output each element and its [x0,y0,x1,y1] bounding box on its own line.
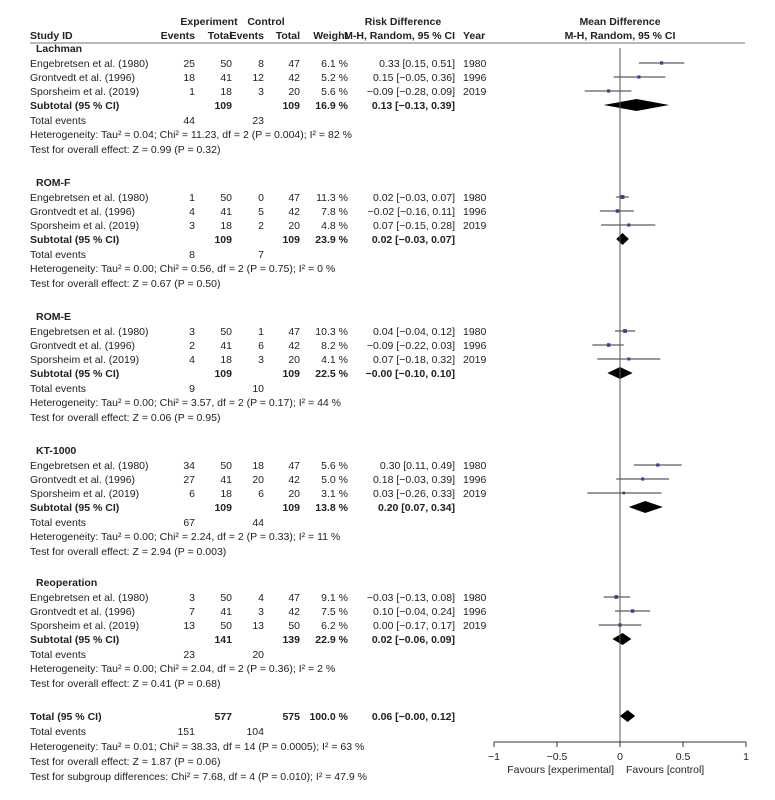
exp-total: 41 [220,206,232,218]
total-events-label: Total events [30,726,87,738]
header-md-method: M-H, Random, 95 % CI [564,30,676,42]
overall-diamond [620,710,635,722]
total-ctrl-total: 575 [282,711,300,723]
ctrl-events: 3 [258,354,264,366]
favours-control-label: Favours [control] [626,764,705,776]
ctrl-events: 0 [258,192,264,204]
total-events-ctrl: 104 [246,726,264,738]
exp-total: 41 [220,474,232,486]
study-ci: 0.15 [−0.05, 0.36] [372,72,455,84]
study-ci: 0.33 [0.15, 0.51] [379,58,455,70]
subtotal-weight: 16.9 % [315,100,348,112]
study-year: 1980 [463,58,487,70]
total-events-exp: 23 [183,649,195,661]
exp-events: 4 [189,206,195,218]
study-marker [627,223,630,226]
subtotal-label: Subtotal (95 % CI) [30,100,120,112]
exp-total: 50 [220,460,232,472]
ctrl-total: 50 [288,620,300,632]
header-study-id: Study ID [30,30,73,42]
study-name: Sporsheim et al. (2019) [30,86,140,98]
exp-events: 1 [189,192,195,204]
x-tick-label: 0.5 [675,751,691,763]
ctrl-events: 1 [258,326,264,338]
study-weight: 5.6 % [321,86,348,98]
header-rd-method: M-H, Random, 95 % CI [344,30,455,42]
study-weight: 3.1 % [321,488,348,500]
study-ci: −0.09 [−0.28, 0.09] [366,86,455,98]
subtotal-diamond [629,501,663,513]
overall-effect-text: Test for overall effect: Z = 0.67 (P = 0.50) [30,278,221,290]
ctrl-events: 3 [258,606,264,618]
ctrl-total: 42 [288,72,300,84]
ctrl-total: 20 [288,354,300,366]
study-name: Grontvedt et al. (1996) [30,340,136,352]
ctrl-events: 8 [258,58,264,70]
total-events-exp: 8 [189,249,195,261]
study-ci: 0.04 [−0.04, 0.12] [372,326,455,338]
header-mean-difference: Mean Difference [579,16,661,28]
ctrl-total: 42 [288,474,300,486]
exp-events: 27 [183,474,195,486]
study-name: Engebretsen et al. (1980) [30,58,149,70]
exp-total: 41 [220,606,232,618]
study-marker [631,609,634,612]
header-ctrl-total: Total [275,30,300,42]
study-name: Grontvedt et al. (1996) [30,606,136,618]
exp-events: 34 [183,460,195,472]
subtotal-ci: −0.00 [−0.10, 0.10] [365,368,455,380]
study-ci: 0.03 [−0.26, 0.33] [372,488,455,500]
study-ci: 0.07 [−0.15, 0.28] [372,220,455,232]
heterogeneity-text: Heterogeneity: Tau² = 0.00; Chi² = 2.24, df = 2 (P = 0.33); I² = 11 % [30,531,341,543]
study-marker [637,75,640,78]
study-name: Grontvedt et al. (1996) [30,206,136,218]
study-marker [641,477,644,480]
ctrl-total: 42 [288,206,300,218]
study-ci: 0.18 [−0.03, 0.39] [372,474,455,486]
total-exp-total: 577 [214,711,232,723]
favours-experimental-label: Favours [experimental] [507,764,614,776]
group-title: ROM-E [36,311,71,323]
subtotal-weight: 23.9 % [315,234,348,246]
total-events-label: Total events [30,115,87,127]
study-ci: 0.00 [−0.17, 0.17] [372,620,455,632]
heterogeneity-text: Heterogeneity: Tau² = 0.04; Chi² = 11.23, df = 2 (P = 0.004); I² = 82 % [30,129,352,141]
exp-total: 41 [220,72,232,84]
ctrl-events: 13 [252,620,264,632]
study-weight: 10.3 % [315,326,348,338]
ctrl-events: 2 [258,220,264,232]
study-name: Sporsheim et al. (2019) [30,488,140,500]
study-year: 2019 [463,220,487,232]
ctrl-total: 20 [288,220,300,232]
exp-events: 1 [189,86,195,98]
subtotal-exp-total: 109 [214,234,232,246]
study-marker [660,61,663,64]
overall-effect-text: Test for overall effect: Z = 0.06 (P = 0.95) [30,412,221,424]
ctrl-total: 47 [288,460,300,472]
study-year: 2019 [463,620,487,632]
overall-effect-text: Test for overall effect: Z = 0.99 (P = 0.32) [30,144,221,156]
study-ci: 0.30 [0.11, 0.49] [379,460,455,472]
study-year: 2019 [463,86,487,98]
header-risk-difference: Risk Difference [364,16,442,28]
subtotal-weight: 13.8 % [315,502,348,514]
ctrl-total: 42 [288,606,300,618]
study-marker [622,492,625,495]
ctrl-events: 18 [252,460,264,472]
total-events-ctrl: 44 [252,517,264,529]
total-events-ctrl: 10 [252,383,264,395]
total-events-ctrl: 23 [252,115,264,127]
study-weight: 6.2 % [321,620,348,632]
x-tick-label: −0.5 [546,751,568,763]
ctrl-total: 20 [288,488,300,500]
study-marker [621,195,625,199]
total-events-ctrl: 20 [252,649,264,661]
subtotal-ctrl-total: 139 [282,634,300,646]
study-weight: 9.1 % [321,592,348,604]
exp-total: 18 [220,220,232,232]
total-events-label: Total events [30,249,87,261]
study-marker [623,329,627,333]
x-tick-label: 0 [617,751,623,763]
study-weight: 7.8 % [321,206,348,218]
subtotal-diamond [612,633,631,645]
study-name: Sporsheim et al. (2019) [30,220,140,232]
ctrl-total: 47 [288,592,300,604]
subtotal-label: Subtotal (95 % CI) [30,234,120,246]
exp-events: 13 [183,620,195,632]
subtotal-weight: 22.9 % [315,634,348,646]
ctrl-total: 47 [288,326,300,338]
study-ci: 0.02 [−0.03, 0.07] [372,192,455,204]
study-weight: 11.3 % [316,192,348,204]
ctrl-events: 20 [252,474,264,486]
study-year: 1980 [463,326,487,338]
total-overall-effect: Test for overall effect: Z = 1.87 (P = 0.06) [30,756,221,768]
exp-total: 50 [220,58,232,70]
x-tick-label: 1 [743,751,749,763]
total-ci: 0.06 [−0.00, 0.12] [371,711,455,723]
study-marker [607,89,610,92]
exp-total: 18 [220,488,232,500]
total-events-ctrl: 7 [258,249,264,261]
study-ci: 0.07 [−0.18, 0.32] [372,354,455,366]
overall-effect-text: Test for overall effect: Z = 2.94 (P = 0.003) [30,546,227,558]
total-events-exp: 9 [189,383,195,395]
subtotal-diamond [604,99,670,111]
study-ci: 0.10 [−0.04, 0.24] [372,606,455,618]
ctrl-events: 4 [258,592,264,604]
subtotal-ci: 0.02 [−0.06, 0.09] [371,634,455,646]
exp-events: 7 [189,606,195,618]
ctrl-total: 47 [288,192,300,204]
exp-total: 18 [220,86,232,98]
subtotal-exp-total: 109 [214,100,232,112]
ctrl-events: 6 [258,488,264,500]
subtotal-weight: 22.5 % [315,368,348,380]
study-weight: 5.2 % [321,72,348,84]
header-control: Control [247,16,285,28]
header-exp-events: Events [160,30,195,42]
study-year: 1996 [463,606,487,618]
study-year: 2019 [463,354,487,366]
subtotal-ci: 0.20 [0.07, 0.34] [377,502,455,514]
study-year: 1996 [463,340,487,352]
study-ci: −0.02 [−0.16, 0.11] [367,206,455,218]
header-exp-total: Total [207,30,232,42]
exp-total: 50 [220,326,232,338]
study-name: Sporsheim et al. (2019) [30,620,140,632]
subtotal-label: Subtotal (95 % CI) [30,634,120,646]
ctrl-events: 3 [258,86,264,98]
exp-events: 25 [183,58,195,70]
study-name: Engebretsen et al. (1980) [30,592,149,604]
total-events-exp: 151 [177,726,195,738]
study-year: 1996 [463,206,487,218]
heterogeneity-text: Heterogeneity: Tau² = 0.00; Chi² = 2.04, df = 2 (P = 0.36); I² = 2 % [30,663,336,675]
exp-events: 3 [189,592,195,604]
study-year: 1980 [463,460,487,472]
total-label: Total (95 % CI) [30,711,102,723]
exp-total: 18 [220,354,232,366]
header-year: Year [463,30,486,42]
ctrl-total: 42 [288,340,300,352]
subtotal-ci: 0.13 [−0.13, 0.39] [371,100,455,112]
header-weight: Weight [313,30,348,42]
study-weight: 7.5 % [321,606,348,618]
subtotal-exp-total: 141 [214,634,232,646]
study-name: Grontvedt et al. (1996) [30,72,136,84]
ctrl-events: 5 [258,206,264,218]
study-name: Sporsheim et al. (2019) [30,354,140,366]
study-year: 1980 [463,592,487,604]
header-ctrl-events: Events [229,30,264,42]
subtotal-ci: 0.02 [−0.03, 0.07] [371,234,455,246]
subtotal-ctrl-total: 109 [282,368,300,380]
exp-events: 3 [189,326,195,338]
subtotal-label: Subtotal (95 % CI) [30,368,120,380]
exp-events: 4 [189,354,195,366]
exp-events: 2 [189,340,195,352]
ctrl-total: 47 [288,58,300,70]
x-tick-label: −1 [488,751,500,763]
group-title: ROM-F [36,177,71,189]
subtotal-ctrl-total: 109 [282,502,300,514]
subtotal-label: Subtotal (95 % CI) [30,502,120,514]
subtotal-ctrl-total: 109 [282,100,300,112]
group-title: KT-1000 [36,445,77,457]
overall-effect-text: Test for overall effect: Z = 0.41 (P = 0.68) [30,678,221,690]
exp-events: 6 [189,488,195,500]
subtotal-exp-total: 109 [214,368,232,380]
study-name: Engebretsen et al. (1980) [30,460,149,472]
exp-total: 50 [220,192,232,204]
total-weight: 100.0 % [309,711,348,723]
study-weight: 8.2 % [321,340,348,352]
ctrl-events: 6 [258,340,264,352]
subtotal-ctrl-total: 109 [282,234,300,246]
study-ci: −0.03 [−0.13, 0.08] [366,592,455,604]
header-experiment: Experiment [180,16,238,28]
study-name: Engebretsen et al. (1980) [30,326,149,338]
ctrl-total: 20 [288,86,300,98]
study-weight: 4.8 % [321,220,348,232]
study-marker [616,209,619,212]
total-events-label: Total events [30,649,87,661]
study-year: 1996 [463,474,487,486]
study-marker [614,595,618,599]
total-events-label: Total events [30,383,87,395]
subtotal-exp-total: 109 [214,502,232,514]
exp-events: 3 [189,220,195,232]
total-events-exp: 67 [183,517,195,529]
study-year: 2019 [463,488,487,500]
group-title: Lachman [36,43,83,55]
study-ci: −0.09 [−0.22, 0.03] [366,340,455,352]
study-marker [607,343,611,347]
exp-total: 50 [220,620,232,632]
heterogeneity-text: Heterogeneity: Tau² = 0.00; Chi² = 3.57, df = 2 (P = 0.17); I² = 44 % [30,397,342,409]
total-heterogeneity: Heterogeneity: Tau² = 0.01; Chi² = 38.33, df = 14 (P = 0.0005); I² = 63 % [30,741,365,753]
study-year: 1980 [463,192,487,204]
study-weight: 4.1 % [321,354,348,366]
exp-total: 41 [220,340,232,352]
study-name: Grontvedt et al. (1996) [30,474,136,486]
heterogeneity-text: Heterogeneity: Tau² = 0.00; Chi² = 0.56, df = 2 (P = 0.75); I² = 0 % [30,263,336,275]
study-weight: 5.0 % [321,474,348,486]
study-marker [627,358,630,361]
exp-events: 18 [183,72,195,84]
study-weight: 6.1 % [321,58,348,70]
total-events-label: Total events [30,517,87,529]
study-name: Engebretsen et al. (1980) [30,192,149,204]
exp-total: 50 [220,592,232,604]
group-title: Reoperation [36,577,98,589]
ctrl-events: 12 [252,72,264,84]
subtotal-diamond [616,233,629,245]
study-weight: 5.6 % [321,460,348,472]
subgroup-differences: Test for subgroup differences: Chi² = 7.68, df = 4 (P = 0.010); I² = 47.9 % [30,771,367,783]
total-events-exp: 44 [183,115,195,127]
study-year: 1996 [463,72,487,84]
study-marker [656,463,659,466]
